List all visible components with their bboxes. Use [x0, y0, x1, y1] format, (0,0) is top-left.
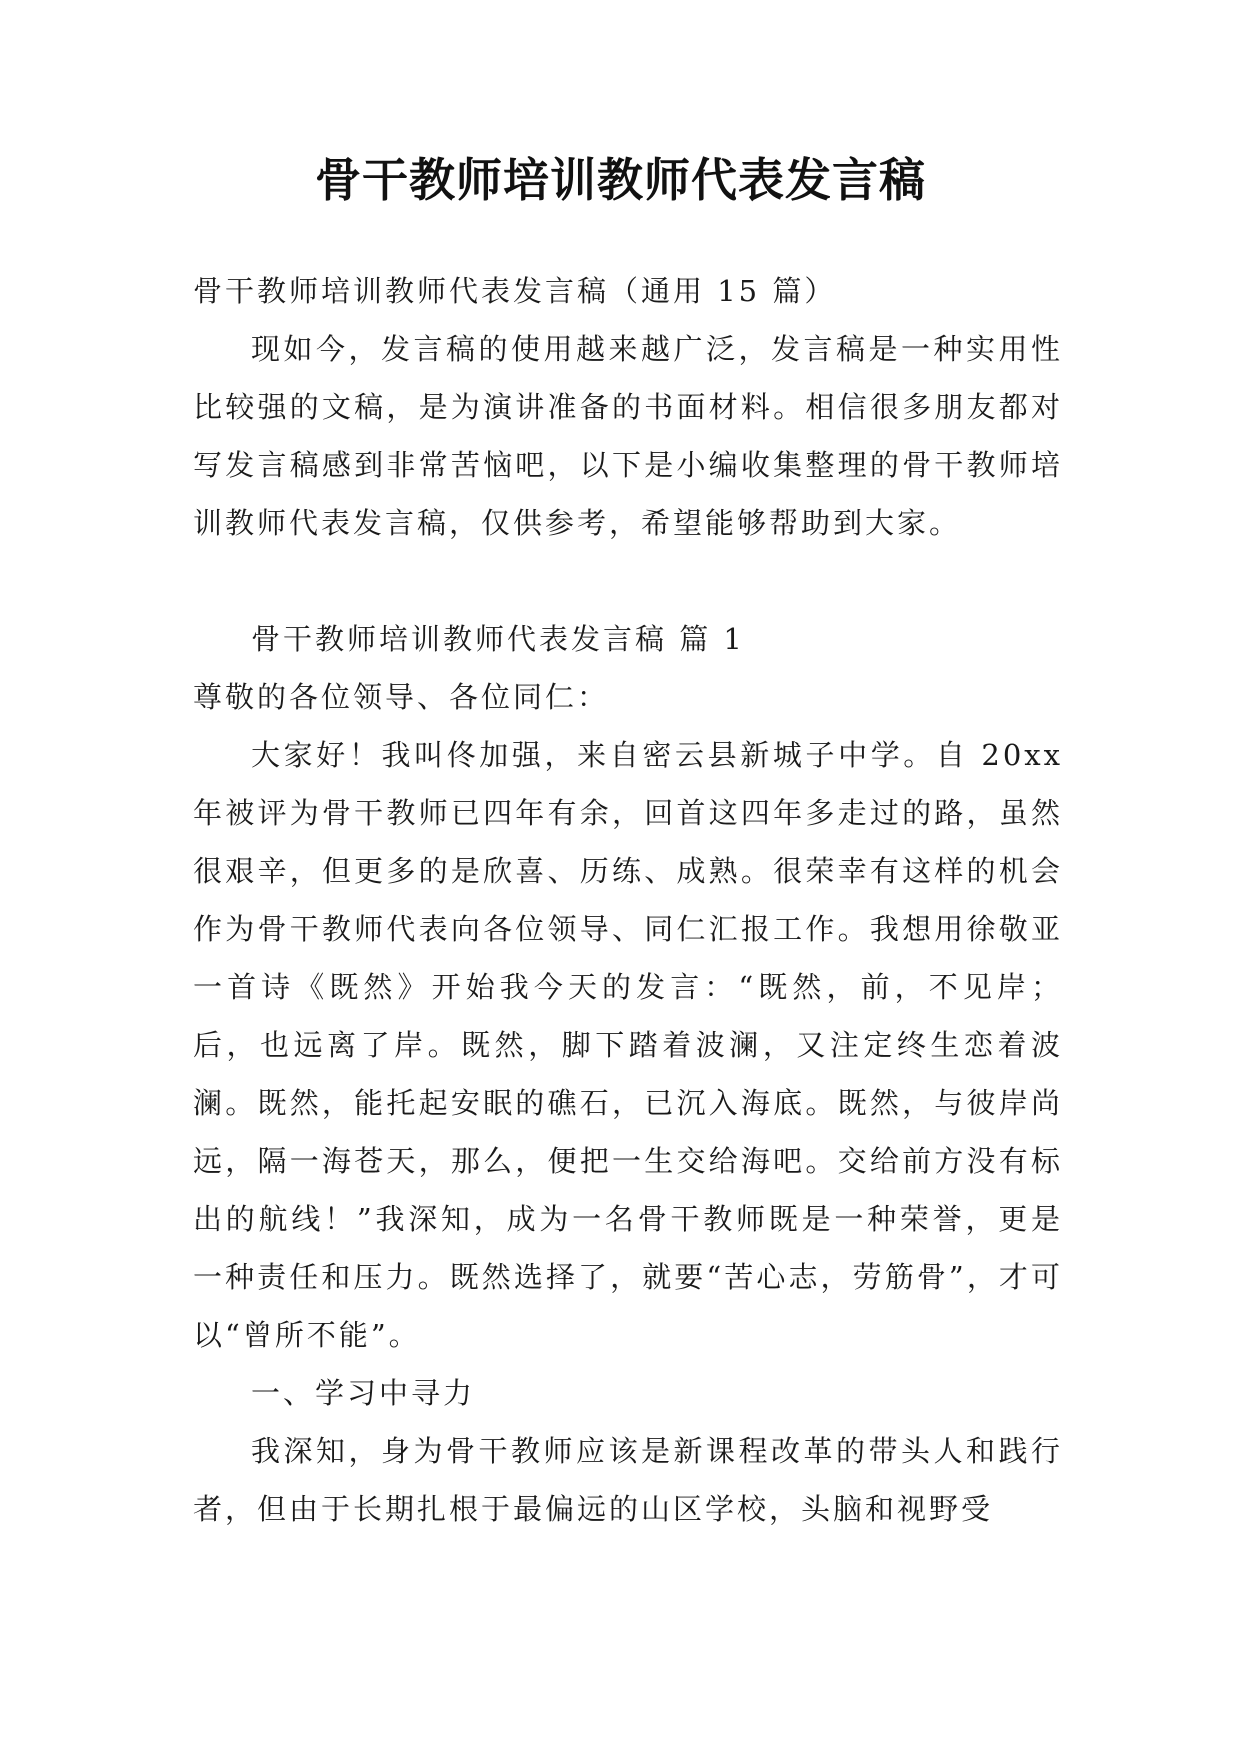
intro-paragraph: 现如今，发言稿的使用越来越广泛，发言稿是一种实用性比较强的文稿，是为演讲准备的书面材料。相信很多朋友都对写发言稿感到非常苦恼吧，以下是小编收集整理的骨干教师培训教师代表发言稿，仅供参考，希望能够帮助到大家。 — [193, 332, 1063, 540]
body-paragraph-1: 大家好！我叫佟加强，来自密云县新城子中学。自 20xx 年被评为骨干教师已四年有余，回首这四年多走过的路，虽然很艰辛，但更多的是欣喜、历练、成熟。很荣幸有这样的机会作为骨干教师代表向各位领导、同仁汇报工作。我想用徐敬亚一首诗《既然》开始我今天的发言：“既然，前，不见岸；后，也远离了岸。既然，脚下踏着波澜，又注定终生恋着波澜。既然，能托起安眠的礁石，已沉入海底。既然，与彼岸尚远，隔一海苍天，那么，便把一生交给海吧。交给前方没有标出的航线！”我深知，成为一名骨干教师既是一种荣誉，更是一种责任和压力。既然选择了，就要“苦心志，劳筋骨”，才可以“曾所不能”。 — [193, 738, 1063, 1352]
section-title: 骨干教师培训教师代表发言稿 篇 1 — [251, 622, 745, 656]
section-heading-1: 一、学习中寻力 — [251, 1376, 476, 1410]
paragraph-gap — [193, 552, 1063, 610]
document-subtitle: 骨干教师培训教师代表发言稿（通用 15 篇） — [193, 274, 837, 308]
salutation: 尊敬的各位领导、各位同仁： — [193, 680, 610, 714]
body-paragraph-2: 我深知，身为骨干教师应该是新课程改革的带头人和践行者，但由于长期扎根于最偏远的山区学校，头脑和视野受 — [193, 1434, 1063, 1526]
document-title: 骨干教师培训教师代表发言稿 — [315, 153, 926, 207]
document-body — [193, 262, 1063, 1538]
